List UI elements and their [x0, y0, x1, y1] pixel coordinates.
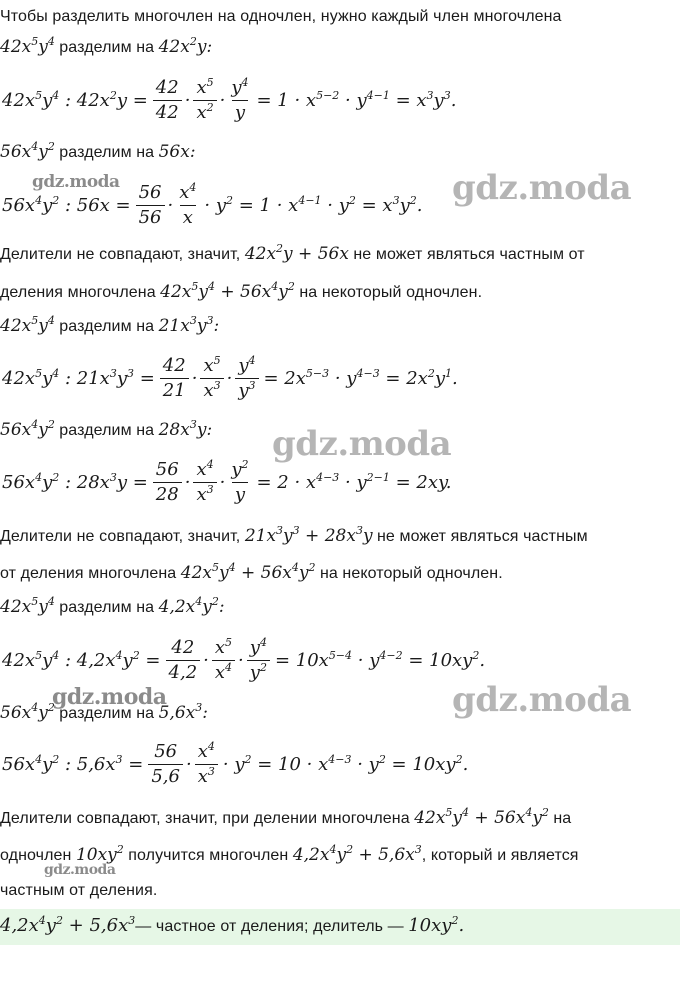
intro-text: Чтобы разделить многочлен на одночлен, нужно каждый член многочлена [0, 8, 562, 25]
conclusion-3-line-2: одночлен $10xy^2$ получится многочлен $4,2x^4y^2 + 5,6x^3$, который и является [0, 843, 579, 865]
equation-4: $56x^4y^2$ : $28x^3y$ = $\frac{56}{28}$ · $\frac{x^4}{x^3}$ · $\frac{y^2}{y}$ = $2 \cdot x^{4-3} \cdot y^{2-1} = 2xy$. [2, 458, 452, 505]
watermark-big-2: gdz.moda [272, 424, 452, 464]
step-5-heading: $42x^5y^4$ разделим на $4,2x^4y^2$: [0, 595, 225, 617]
watermark-big-3: gdz.moda [452, 680, 632, 720]
conclusion-3-line-3: частным от деления. [0, 882, 158, 899]
conclusion-2-line-1: Делители не совпадают, значит, $21x^3y^3 + 28x^3y$ не может являться частным [0, 524, 588, 546]
watermark-big-1: gdz.moda [452, 168, 632, 208]
conclusion-3-line-1: Делители совпадают, значит, при делении многочлена $42x^5y^4 + 56x^4y^2$ на [0, 806, 572, 828]
watermark-small-3: gdz.moda [44, 862, 116, 878]
equation-5: $42x^5y^4$ : $4,2x^4y^2$ = $\frac{42}{4,2}$ · $\frac{x^5}{x^4}$ · $\frac{y^4}{y^2}$ = $10x^{5-4} \cdot y^{4-2} = 10xy^2$. [2, 636, 486, 683]
equation-1: $42x^5y^4$ : $42x^2y$ = $\frac{42}{42}$ · $\frac{x^5}{x^2}$ · $\frac{y^4}{y}$ = $1 \cdot x^{5-2} \cdot y^{4-1} = x^3y^3$. [2, 76, 457, 123]
equation-3: $42x^5y^4$ : $21x^3y^3$ = $\frac{42}{21}$ · $\frac{x^5}{x^3}$ · $\frac{y^4}{y^3}$ = $2x^{5-3} \cdot y^{4-3} = 2x^2y^1$. [2, 354, 458, 401]
conclusion-1-line-1: Делители не совпадают, значит, $42x^2y + 56x$ не может являться частным от [0, 242, 585, 264]
step-1-heading: $42x^5y^4$ разделим на $42x^2y$: [0, 35, 213, 57]
conclusion-1-line-2: деления многочлена $42x^5y^4 + 56x^4y^2$ на некоторый одночлен. [0, 280, 483, 302]
conclusion-2-line-2: от деления многочлена $42x^5y^4 + 56x^4y^2$ на некоторый одночлен. [0, 561, 503, 583]
equation-6: $56x^4y^2$ : $5,6x^3$ = $\frac{56}{5,6}$ · $\frac{x^4}{x^3}$ · $y^2 = 10 \cdot x^{4-3} \cdot y^2 = 10xy^2$. [2, 740, 469, 787]
step-2-heading: $56x^4y^2$ разделим на 56x: [0, 140, 196, 162]
step-3-heading: $42x^5y^4$ разделим на $21x^3y^3$: [0, 314, 220, 336]
step-6-heading: $56x^4y^2$ разделим на $5,6x^3$: [0, 701, 208, 723]
watermark-small-1: gdz.moda [32, 172, 120, 192]
watermark-small-2: gdz.moda [52, 684, 167, 710]
answer-line: $4,2x^4y^2$ + $5,6x^3—$ частное от деления; делитель — $10xy^2$. [0, 914, 465, 936]
equation-2: $56x^4y^2$ : 56x = $\frac{56}{56}$ · $\frac{x^4}{x}$ · $y^2 = 1 \cdot x^{4-1} \cdot y^2 = x^3y^2$. [2, 181, 423, 228]
step-4-heading: $56x^4y^2$ разделим на $28x^3y$: [0, 418, 213, 440]
